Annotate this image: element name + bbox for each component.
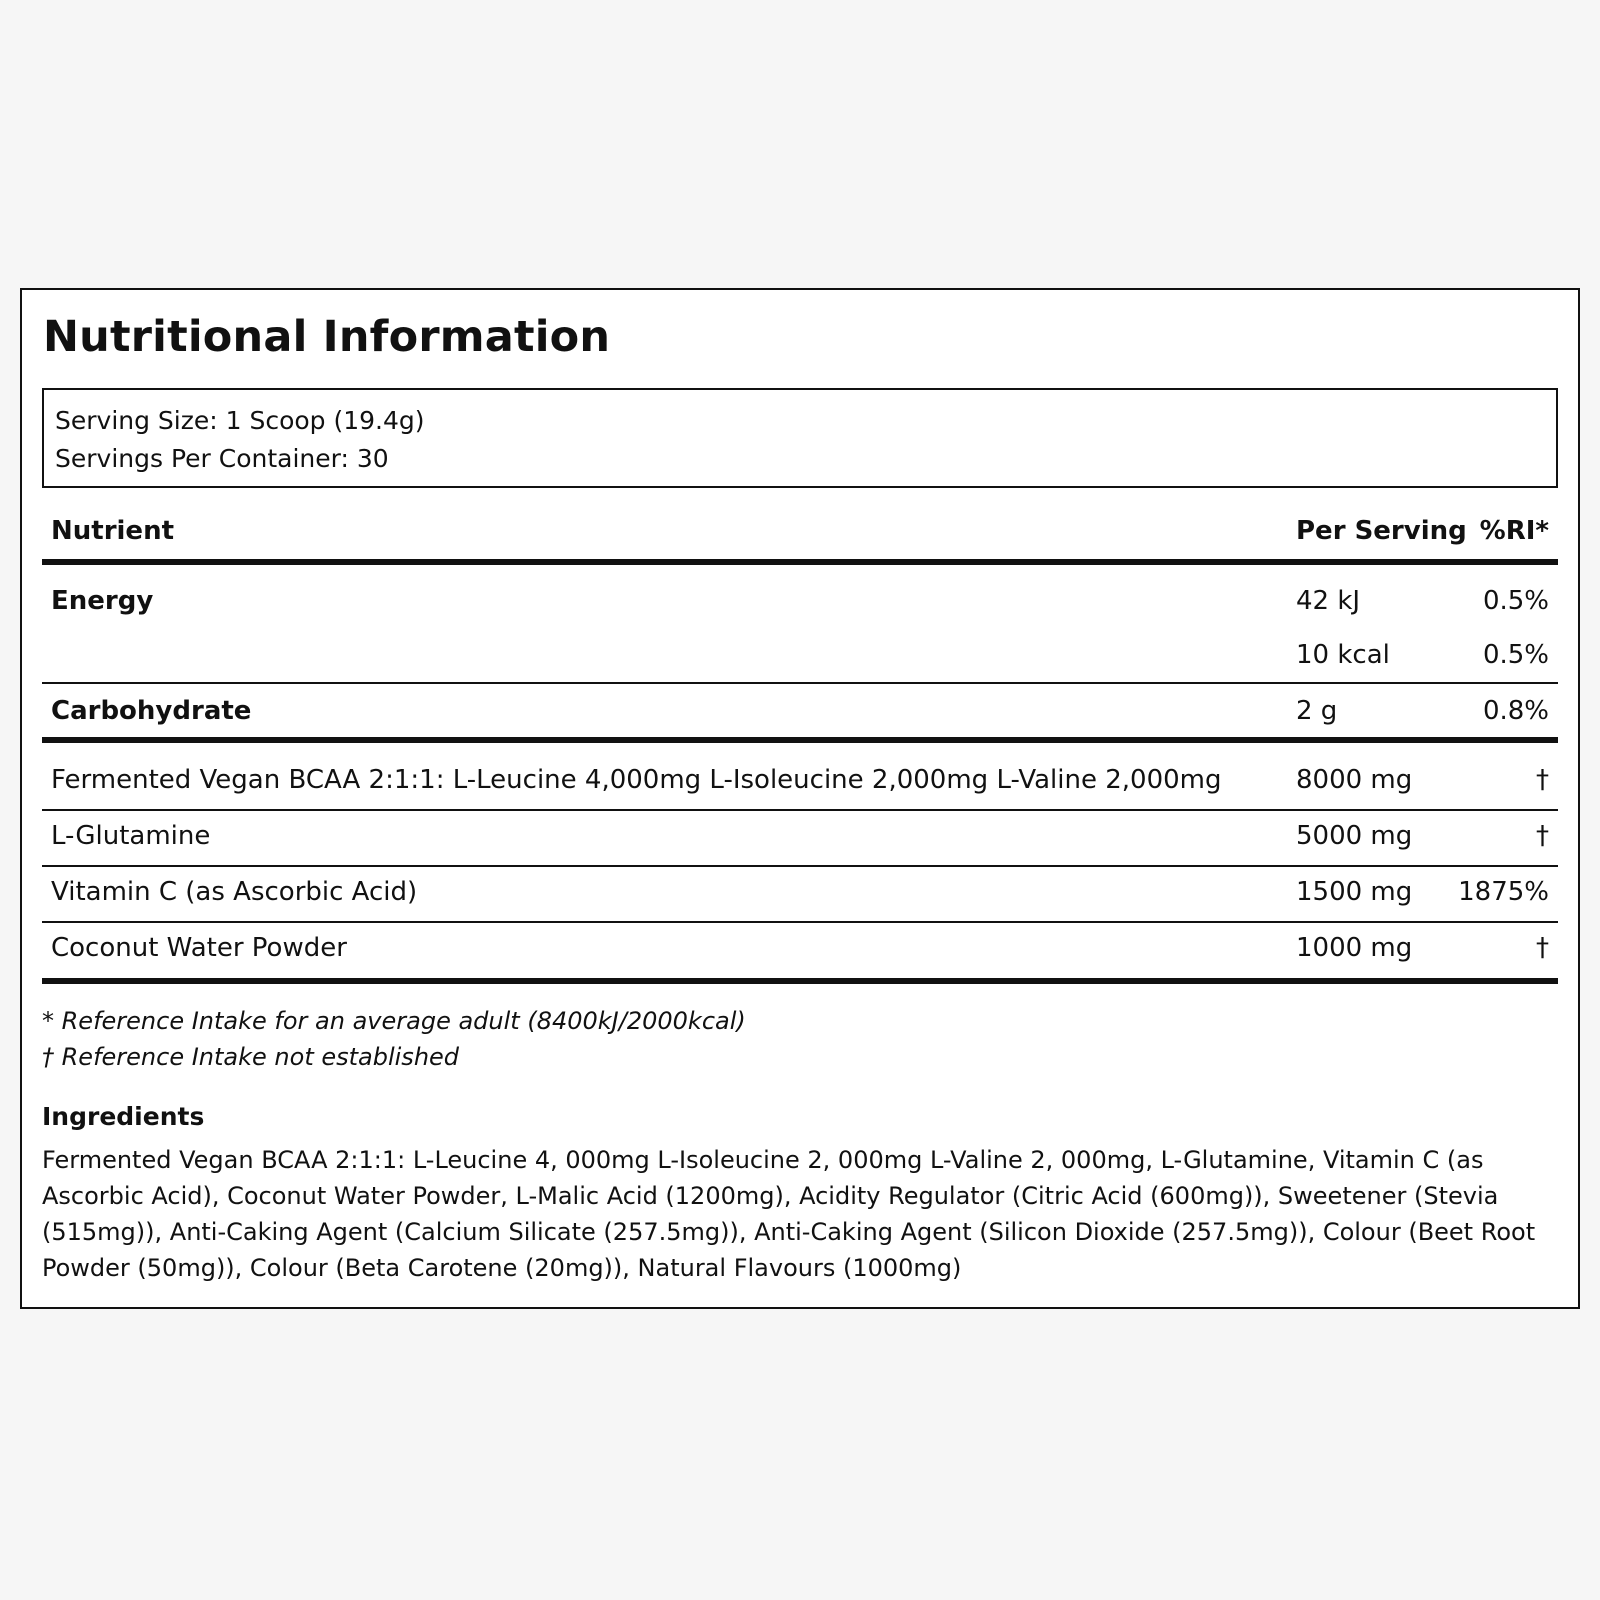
footnotes — [42, 1003, 746, 1075]
nutrient-name: Coconut Water Powder — [51, 933, 347, 963]
serving-size: Serving Size: 1 Scoop (19.4g) — [55, 406, 425, 435]
nutrient-name: Energy — [51, 586, 154, 616]
footnote-ri: * Reference Intake for an average adult (8400kJ/2000kcal) — [42, 1007, 746, 1035]
row-divider — [42, 865, 1558, 867]
per-serving-value: 1500 mg — [1296, 877, 1413, 907]
per-serving-value: 1000 mg — [1296, 933, 1413, 963]
header-divider — [42, 559, 1558, 565]
per-serving-value: 2 g — [1296, 696, 1338, 726]
nutrition-panel — [20, 288, 1580, 1309]
header-nutrient: Nutrient — [51, 516, 175, 546]
header-ri: %RI* — [1479, 516, 1549, 546]
per-serving-value: 5000 mg — [1296, 821, 1413, 851]
panel-title: Nutritional Information — [43, 312, 611, 362]
ingredients-title: Ingredients — [42, 1102, 205, 1131]
nutrient-name: L-Glutamine — [51, 821, 211, 851]
ingredients-text: Fermented Vegan BCAA 2:1:1: L-Leucine 4, 000mg L-Isoleucine 2, 000mg L-Valine 2, 000mg, L-Glutamine, Vitamin C (as Ascorbic Acid), Coconut Water Powder, L-Malic Acid (1200mg), Acidity Regulator (Citric Acid (600mg)), Sweetener (Stevia (515mg)), Anti-Caking Agent (Calcium Silicate (257.5mg)), Anti-Caking Agent (Silicon Dioxide (257.5mg)), Colour (Beet Root Powder (50mg)), Colour (Beta Carotene (20mg)), Natural Flavours (1000mg) — [42, 1146, 1536, 1282]
ri-value: 1875% — [1458, 877, 1549, 907]
serving-box — [42, 388, 1558, 488]
servings-per-container: Servings Per Container: 30 — [55, 444, 389, 473]
footnote-dagger: † Reference Intake not established — [42, 1043, 460, 1071]
nutrient-name: Fermented Vegan BCAA 2:1:1: L-Leucine 4,000mg L-Isoleucine 2,000mg L-Valine 2,000mg — [51, 765, 1222, 795]
per-serving-value: 42 kJ — [1296, 586, 1361, 616]
nutrient-name: Carbohydrate — [51, 696, 252, 726]
ri-value: 0.5% — [1482, 640, 1549, 670]
ri-value: † — [1536, 933, 1549, 963]
header-per-serving: Per Serving — [1296, 516, 1467, 546]
per-serving-value: 8000 mg — [1296, 765, 1413, 795]
per-serving-value: 10 kcal — [1296, 640, 1390, 670]
row-divider — [42, 921, 1558, 923]
row-divider — [42, 682, 1558, 684]
nutrient-name: Vitamin C (as Ascorbic Acid) — [51, 877, 418, 907]
table-bottom-divider — [42, 978, 1558, 984]
ri-value: † — [1536, 765, 1549, 795]
ri-value: † — [1536, 821, 1549, 851]
ri-value: 0.8% — [1482, 696, 1549, 726]
row-divider — [42, 809, 1558, 811]
section-divider — [42, 737, 1558, 743]
ri-value: 0.5% — [1482, 586, 1549, 616]
